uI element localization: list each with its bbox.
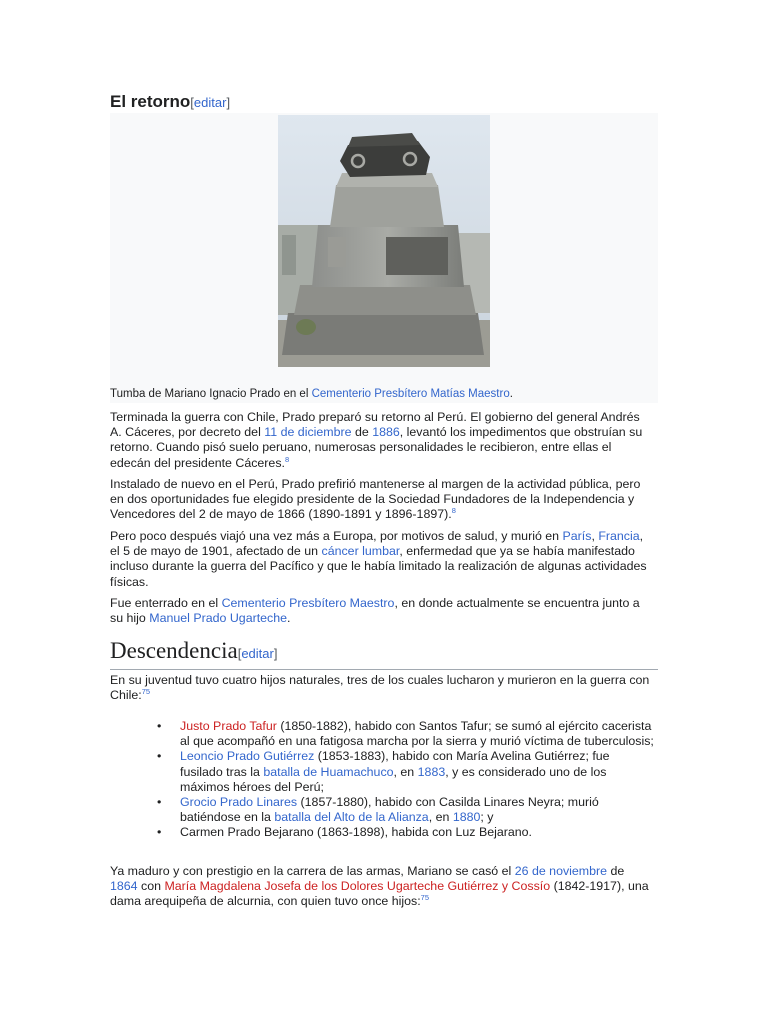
list-item: • Justo Prado Tafur (1850-1882), habido con Santos Tafur; se sumó al ejército cacerista al que acompañó en una fatigosa marcha por la sierra y murió víctima de tuberculosis; — [157, 719, 654, 749]
figure-caption: Tumba de Mariano Ignacio Prado en el Cementerio Presbítero Matías Maestro. — [110, 388, 513, 400]
edit-bracket-close: ] — [226, 95, 231, 110]
link-1864[interactable]: 1864 — [110, 879, 138, 894]
bullet-icon: • — [157, 825, 162, 840]
link-1883[interactable]: 1883 — [417, 764, 446, 779]
link-justo-prado-tafur[interactable]: Justo Prado Tafur — [180, 719, 277, 733]
link-paris[interactable]: París — [562, 529, 592, 543]
reference-75[interactable]: 75 — [141, 687, 151, 697]
list-item: • Leoncio Prado Gutiérrez (1853-1883), habido con María Avelina Gutiérrez; fue fusilado tras la batalla de Huamachuco, en 1883, y es considerado uno de los máximos héroes del Perú; — [157, 749, 610, 794]
list-item: • Carmen Prado Bejarano (1863-1898), habida con Luz Bejarano. — [157, 825, 532, 840]
children-list — [110, 719, 655, 841]
link-leoncio-prado-gutierrez[interactable]: Leoncio Prado Gutiérrez — [180, 749, 315, 764]
section-heading-el-retorno — [110, 90, 660, 115]
link-maria-magdalena-ugarteche[interactable]: María Magdalena Josefa de los Dolores Ugarteche Gutiérrez y Cossío — [164, 879, 551, 894]
list-item: • Grocio Prado Linares (1857-1880), habido con Casilda Linares Neyra; murió batiéndose en la batalla del Alto de la Alianza, en 1880; y — [157, 795, 599, 825]
bullet-icon: • — [157, 795, 162, 810]
section-heading-descendencia — [110, 636, 658, 670]
link-11-de-diciembre[interactable]: 11 de diciembre — [264, 425, 352, 440]
tomb-photo[interactable] — [278, 115, 490, 367]
paragraph-enterrado: Fue enterrado en el Cementerio Presbítero Maestro, en donde actualmente se encuentra junto a su hijo Manuel Prado Ugarteche. — [110, 596, 640, 626]
edit-bracket-open: [ — [190, 95, 194, 110]
bullet-icon: • — [157, 719, 162, 733]
section-title: El retorno — [110, 92, 191, 111]
edit-link[interactable]: editar — [241, 646, 274, 661]
figure-thumbnail — [110, 113, 658, 403]
paragraph-retorno: Terminada la guerra con Chile, Prado preparó su retorno al Perú. El gobierno del general Andrés A. Cáceres, por decreto del 11 de diciembre de 1886, levantó los impedimentos que obstruían su retorno. Cuando pisó suelo peruano, numerosas personalidades le recibieron, entre ellas el edecán del presidente Cáceres.$^8$ — [110, 410, 643, 470]
section-title: Descendencia — [110, 638, 238, 663]
link-cementerio-presbitero-maestro[interactable]: Cementerio Presbítero Maestro — [221, 596, 395, 610]
link-francia[interactable]: Francia — [598, 529, 640, 543]
edit-bracket-open: [ — [237, 646, 242, 661]
paragraph-instalado: Instalado de nuevo en el Perú, Prado prefirió mantenerse al margen de la actividad pública, pero en dos oportunidades fue elegido presidente de la Sociedad Fundadores de la Independencia y Vencedores del 2 de mayo de 1866 (1890-1891 y 1896-1897).$^8$ — [110, 477, 641, 522]
bullet-icon: • — [157, 749, 162, 764]
edit-link[interactable]: editar — [193, 95, 227, 110]
link-cancer-lumbar[interactable]: cáncer lumbar — [321, 544, 400, 559]
caption-link-cementerio[interactable]: Cementerio Presbítero Matías Maestro — [311, 388, 510, 400]
link-batalla-de-huamachuco[interactable]: batalla de Huamachuco — [263, 764, 394, 779]
link-grocio-prado-linares[interactable]: Grocio Prado Linares — [180, 795, 298, 810]
paragraph-ya-maduro: Ya maduro y con prestigio en la carrera de las armas, Mariano se casó el 26 de noviembre de 1864 con María Magdalena Josefa de los Dolores Ugarteche Gutiérrez y Cossío (1842-1917), una dama arequipeña de alcurnia, con quien tuvo once hijos:$^{75}$ — [110, 864, 649, 909]
link-manuel-prado-ugarteche[interactable]: Manuel Prado Ugarteche — [149, 611, 288, 626]
paragraph-pero-poco: Pero poco después viajó una vez más a Europa, por motivos de salud, y murió en París, Francia, el 5 de mayo de 1901, afectado de un cáncer lumbar, enfermedad que ya se había manifestado incluso durante la guerra del Pacífico y que le había limitado la realización de algunas actividades físicas. — [110, 529, 647, 589]
link-26-de-noviembre[interactable]: 26 de noviembre — [514, 864, 608, 878]
edit-bracket-close: ] — [273, 646, 278, 661]
reference-8[interactable]: 8 — [451, 506, 456, 516]
link-1886[interactable]: 1886 — [372, 425, 400, 440]
tomb-image-icon — [278, 115, 490, 367]
paragraph-juventud: En su juventud tuvo cuatro hijos naturales, tres de los cuales lucharon y murieron en la guerra con Chile:$^{75}$ — [110, 673, 650, 703]
reference-8[interactable]: 8 — [284, 454, 290, 464]
link-batalla-del-alto-de-la-alianza[interactable]: batalla del Alto de la Alianza — [274, 810, 429, 825]
link-1880[interactable]: 1880 — [452, 810, 481, 825]
reference-75[interactable]: 75 — [420, 893, 430, 903]
